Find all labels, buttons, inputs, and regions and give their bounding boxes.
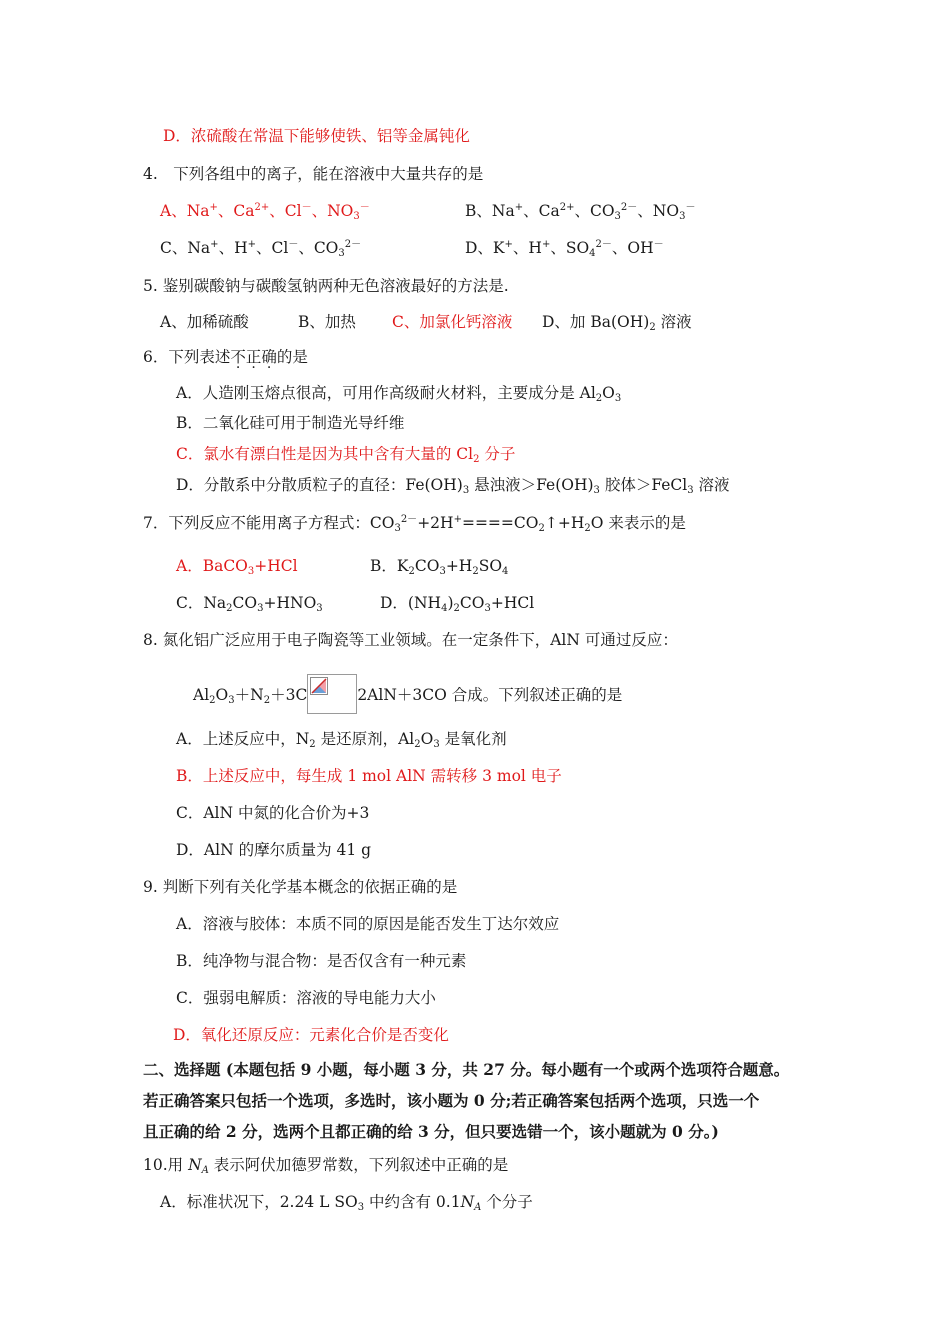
q3-option-d: D．浓硫酸在常温下能够使铁、铝等金属钝化 (163, 127, 470, 145)
q5-option-c: C、加氯化钙溶液 (392, 313, 513, 331)
section2-instructions-line1: 二、选择题 (本题包括 9 小题，每小题 3 分，共 27 分。每小题有一个或两个选项符合题意。 (143, 1060, 790, 1079)
q9-stem: 9. 判断下列有关化学基本概念的依据正确的是 (143, 878, 458, 896)
q8-option-a: A．上述反应中，$N_2$ 是还原剂，$Al_2O_3$ 是氧化剂 (176, 730, 507, 750)
q10-option-a: A．标准状况下，2.24 L $SO_3$ 中约含有 $0.1N_A$ 个分子 (160, 1193, 533, 1213)
q7-option-a: A．BaCO$_3$+HCl (176, 557, 298, 577)
q8-stem: 8. 氮化铝广泛应用于电子陶瓷等工业领域。在一定条件下，AlN 可通过反应： (143, 631, 678, 649)
q9-option-c: C．强弱电解质：溶液的导电能力大小 (176, 989, 436, 1007)
q8-option-d: D．AlN 的摩尔质量为 41 g (176, 841, 372, 859)
q4-option-b: B、Na+、$Ca^{2+}$、$CO_3^{2-}$、$NO_3^-$ (465, 202, 696, 222)
q7-option-c: C．$Na_2CO_3+HNO_3$ (176, 594, 323, 614)
q8-option-b: B．上述反应中，每生成 1 mol AlN 需转移 3 mol 电子 (176, 767, 562, 785)
section2-instructions-line3: 且正确的给 2 分，选两个且都正确的给 3 分，但只要选错一个，该小题就为 0 分。) (143, 1122, 719, 1141)
q10-stem: 10.用 $N_A$ 表示阿伏加德罗常数，下列叙述中正确的是 (143, 1156, 509, 1176)
q5-stem: 5. 鉴别碳酸钠与碳酸氢钠两种无色溶液最好的方法是. (143, 277, 509, 295)
q4-stem: 4. 下列各组中的离子，能在溶液中大量共存的是 (143, 165, 484, 183)
q9-option-b: B．纯净物与混合物：是否仅含有一种元素 (176, 952, 467, 970)
q5-option-a: A、加稀硫酸 (160, 313, 249, 331)
q9-option-d: D．氧化还原反应：元素化合价是否变化 (173, 1026, 449, 1044)
q6-option-c: C．氯水有漂白性是因为其中含有大量的 $Cl_2$ 分子 (176, 445, 516, 465)
q9-option-a: A．溶液与胶体：本质不同的原因是能否发生丁达尔效应 (176, 915, 560, 933)
q8-option-c: C．AlN 中氮的化合价为+3 (176, 804, 370, 822)
q8-equation: $Al_2O_3+N_2+3C$ 2AlN＋3CO 合成。下列叙述正确的是 (193, 674, 622, 714)
q7-option-b: B．$K_2CO_3+H_2SO_4$ (370, 557, 509, 577)
q7-stem: 7．下列反应不能用离子方程式：$CO_3^{2-}+2H^+====CO_2↑+H_2O$ 来表示的是 (143, 514, 686, 534)
q6-option-b: B．二氧化硅可用于制造光导纤维 (176, 414, 405, 432)
q6-stem: 6．下列表述不正确的是 (143, 348, 308, 366)
section2-instructions-line2: 若正确答案只包括一个选项，多选时，该小题为 0 分;若正确答案包括两个选项，只选一个 (143, 1091, 760, 1110)
q4-option-c: C、Na+、H+、Cl－、$CO_3^{2-}$ (160, 239, 362, 259)
q4-option-d: D、K+、H+、$SO_4^{2-}$、OH－ (465, 239, 664, 259)
q5-option-d: D、加 $Ba(OH)_2$ 溶液 (542, 313, 692, 333)
q5-option-b: B、加热 (298, 313, 356, 331)
broken-image-icon (307, 674, 357, 714)
q6-option-a: A．人造刚玉熔点很高，可用作高级耐火材料，主要成分是 $Al_2O_3$ (176, 384, 622, 404)
q7-option-d: D．$(NH_4)_2CO_3+HCl$ (380, 594, 535, 614)
q6-option-d: D．分散系中分散质粒子的直径：$Fe(OH)_3$ 悬浊液$>Fe(OH)_3$ 胶体＞FeCl$_3$ 溶液 (176, 476, 730, 496)
q4-option-a: A、Na+、$Ca^{2+}$、Cl－、$NO_3^-$ (160, 202, 370, 222)
